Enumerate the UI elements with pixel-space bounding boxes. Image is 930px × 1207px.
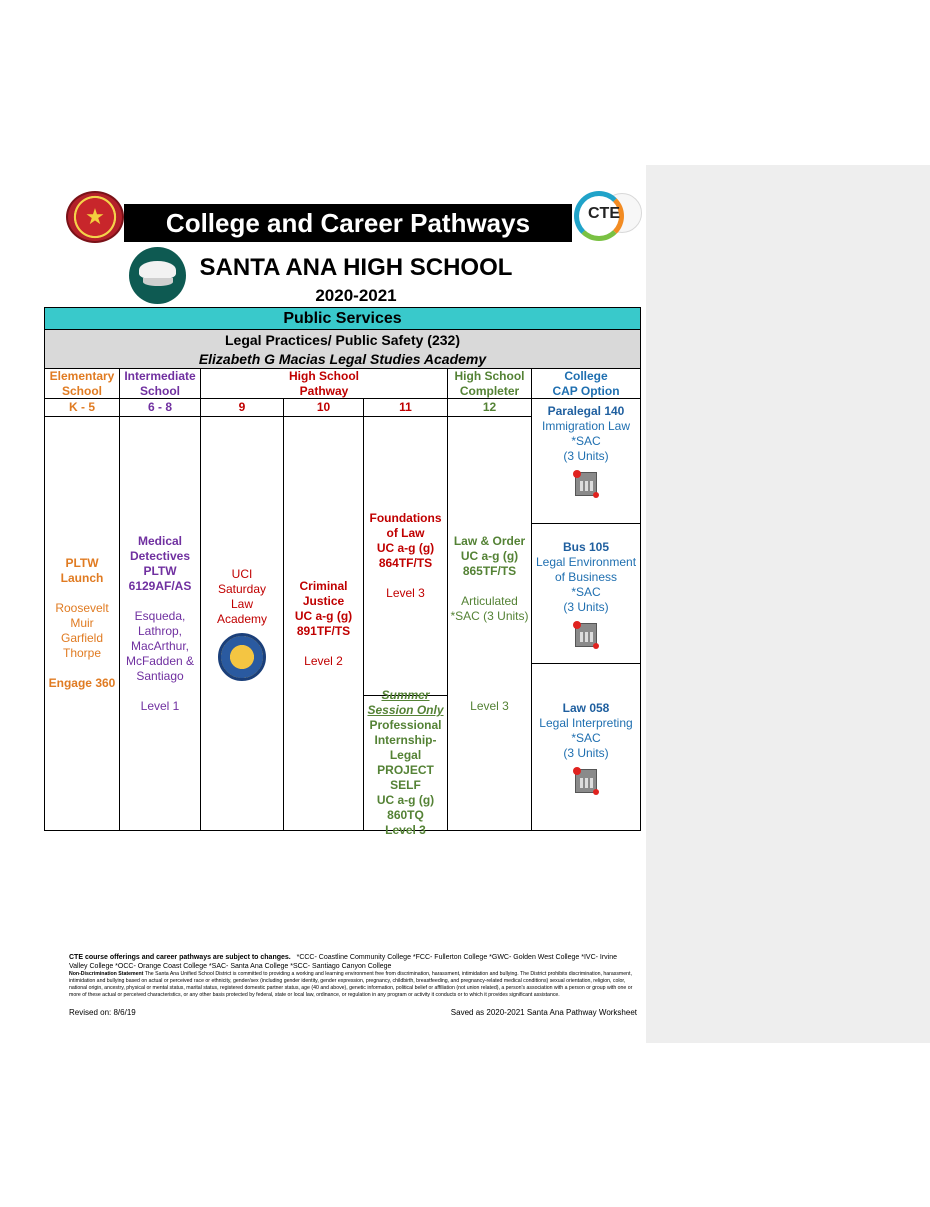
grade-elementary: K - 5 [44,398,120,417]
cte-logo [572,189,642,243]
college-option-2: Bus 105 Legal Environment of Business *SAC (3 Units) [531,523,641,664]
header-completer: High School Completer [447,368,532,399]
summer-internship-course: Summer Session Only Professional Internship- Legal PROJECT SELF UC a-g (g) 860TQ Level 3 [363,695,448,831]
academy-name: Elizabeth G Macias Legal Studies Academy [198,351,487,367]
revised-date: Revised on: 8/6/19 [69,1008,136,1017]
grade-9-course: UCI Saturday Law Academy [200,416,284,831]
side-panel [646,165,930,1043]
sac-logo-icon [575,623,597,647]
pathway-name: Legal Practices/ Public Safety (232) [225,332,460,348]
footer-meta [69,1008,637,1018]
grade-9: 9 [200,398,284,417]
grade-11: 11 [363,398,448,417]
school-name: SANTA ANA HIGH SCHOOL [199,254,513,281]
page-title: College and Career Pathways [124,204,572,242]
footer-colleges: CTE course offerings and career pathways are subject to changes. *CCC- Coastline Community College *FCC- Fullerton College *GWC- Golden West College *IVC- Irvine Valley College *OCC- Orange Coast College *SAC- Santa Ana College *SCC- Santiago Canyon College [69,954,618,970]
cte-logo-text: CTE [588,205,620,222]
header-elementary: Elementary School [44,368,120,399]
header-college: College CAP Option [531,368,641,399]
uci-seal-icon [218,633,266,681]
grade-11-course: Foundations of Law UC a-g (g) 864TF/TS Level 3 [363,416,448,696]
college-option-1: Paralegal 140 Immigration Law *SAC (3 Units) [531,398,641,524]
elementary-course: PLTW Launch Roosevelt Muir Garfield Thorpe Engage 360 [44,416,120,831]
grade-10: 10 [283,398,364,417]
intermediate-course: Medical Detectives PLTW 6129AF/AS Esqueda, Lathrop, MacArthur, McFadden & Santiago Level 1 [119,416,201,831]
grade-10-course: Criminal Justice UC a-g (g) 891TF/TS Level 2 [283,416,364,831]
header-high-school: High School Pathway [200,368,448,399]
grade-intermediate: 6 - 8 [119,398,201,417]
pathway-table [44,368,641,837]
sac-logo-icon [575,769,597,793]
district-seal-logo: ★ [66,191,124,243]
sector-title: Public Services [44,307,641,330]
school-year: 2020-2021 [315,286,397,305]
grade-12-course: Law & Order UC a-g (g) 865TF/TS Articulated *SAC (3 Units) Level 3 [447,416,532,831]
header-intermediate: Intermediate School [119,368,201,399]
grade-12: 12 [447,398,532,417]
saved-as: Saved as 2020-2021 Santa Ana Pathway Worksheet [450,1008,637,1017]
police-hat-icon [129,247,186,304]
sac-logo-icon [575,472,597,496]
non-discrimination-statement: Non-Discrimination Statement The Santa Ana Unified School District is committed to providing a working and learning environment free from discrimination, harassment, intimidation and bullying. The District prohibits discrimination, harassment, intimidation and bullying based on actual or perceived race or ethnicity, gender/sex (including gender identity, gender expression, pregnancy, childbirth, breastfeeding, and pregnancy-related medical conditions) sexual orientation, religion, color, national origin, ancestry, physical or mental status, marital status, registered domestic partner status, age (40 and above), genetic information, political belief or affiliation (not union related), a person's association with a person or group with one or more of these actual or perceived characteristics, or any other basis protected by federal, state or local law, ordinance, or regulation in any program or activity it conducts or to which it provides significant assistance. [69,971,633,998]
college-option-3: Law 058 Legal Interpreting *SAC (3 Units) [531,663,641,831]
pathway-header [44,329,641,369]
